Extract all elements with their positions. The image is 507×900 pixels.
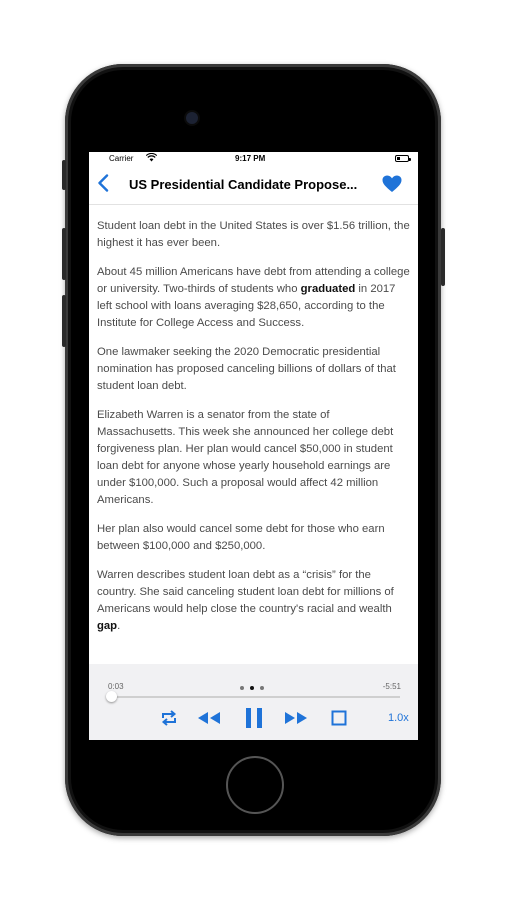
- heart-icon: [382, 175, 402, 193]
- page-dot: [240, 686, 244, 690]
- volume-down-button: [62, 295, 66, 347]
- vocab-word[interactable]: graduated: [300, 283, 356, 295]
- elapsed-time: 0:03: [108, 682, 124, 691]
- article-paragraph: [97, 264, 411, 332]
- stop-icon: [330, 708, 348, 728]
- page-indicator[interactable]: [237, 677, 267, 695]
- app-screen: [89, 152, 418, 740]
- back-chevron-icon: [97, 174, 109, 192]
- paragraph-text: Warren describes student loan debt as a “crisis” for the country. She said canceling student loan debt for millions of Americans would help close the country's racial and wealth: [97, 569, 394, 615]
- pause-button[interactable]: [244, 706, 264, 728]
- wifi-icon: [146, 153, 157, 164]
- volume-up-button: [62, 228, 66, 280]
- page-dot: [260, 686, 264, 690]
- fast-forward-icon: [283, 708, 309, 728]
- carrier-label: Carrier: [109, 154, 134, 163]
- article-body: [97, 218, 411, 647]
- paragraph-text: .: [117, 620, 121, 632]
- paragraph-text: Student loan debt in the United States is over $1.56 trillion, the highest it has ever been.: [97, 220, 410, 249]
- remaining-time: -5:51: [382, 682, 401, 691]
- paragraph-text: Elizabeth Warren is a senator from the state of Massachusetts. This week she announced her college debt forgiveness plan. Her plan would cancel $50,000 in student loan debt for anyone whose yearly household earnings are under $100,000. Such a proposal would affect 42 million Americans.: [97, 409, 394, 506]
- navigation-bar: [89, 166, 418, 205]
- stop-button[interactable]: [330, 708, 348, 730]
- article-paragraph: [97, 344, 411, 395]
- progress-knob[interactable]: [106, 691, 117, 702]
- front-camera: [186, 112, 198, 124]
- rewind-button[interactable]: [196, 708, 222, 730]
- page-title: US Presidential Candidate Propose...: [129, 177, 358, 192]
- progress-slider[interactable]: [108, 696, 400, 698]
- page-dot-active: [250, 686, 254, 690]
- fast-forward-button[interactable]: [283, 708, 309, 730]
- favorite-button[interactable]: [382, 175, 404, 195]
- back-button[interactable]: [97, 174, 115, 194]
- repeat-button[interactable]: [159, 708, 181, 730]
- article-paragraph: [97, 407, 411, 509]
- article-paragraph: [97, 521, 411, 555]
- paragraph-text: Her plan also would cancel some debt for those who earn between $100,000 and $250,000.: [97, 523, 385, 552]
- article-paragraph: [97, 567, 411, 635]
- rewind-icon: [196, 708, 222, 728]
- vocab-word[interactable]: gap: [97, 620, 118, 632]
- paragraph-text: One lawmaker seeking the 2020 Democratic presidential nomination has proposed canceling billions of dollars of that student loan debt.: [97, 346, 396, 392]
- status-bar: [89, 152, 418, 166]
- power-button: [441, 228, 445, 286]
- audio-player: [89, 664, 418, 740]
- repeat-icon: [159, 708, 179, 728]
- article-paragraph: [97, 218, 411, 252]
- pause-icon: [244, 706, 264, 730]
- status-time: 9:17 PM: [235, 154, 266, 163]
- battery-icon: [395, 155, 409, 162]
- paragraph-text: in 2017 left school with loans averaging $28,650, according to the Institute for College Access and Success.: [97, 283, 396, 329]
- mute-switch: [62, 160, 66, 190]
- paragraph-text: About 45 million Americans have debt from attending a college or university. Two-thirds of students who: [97, 266, 410, 295]
- home-button[interactable]: [226, 756, 284, 814]
- playback-speed-button[interactable]: 1.0x: [388, 712, 409, 724]
